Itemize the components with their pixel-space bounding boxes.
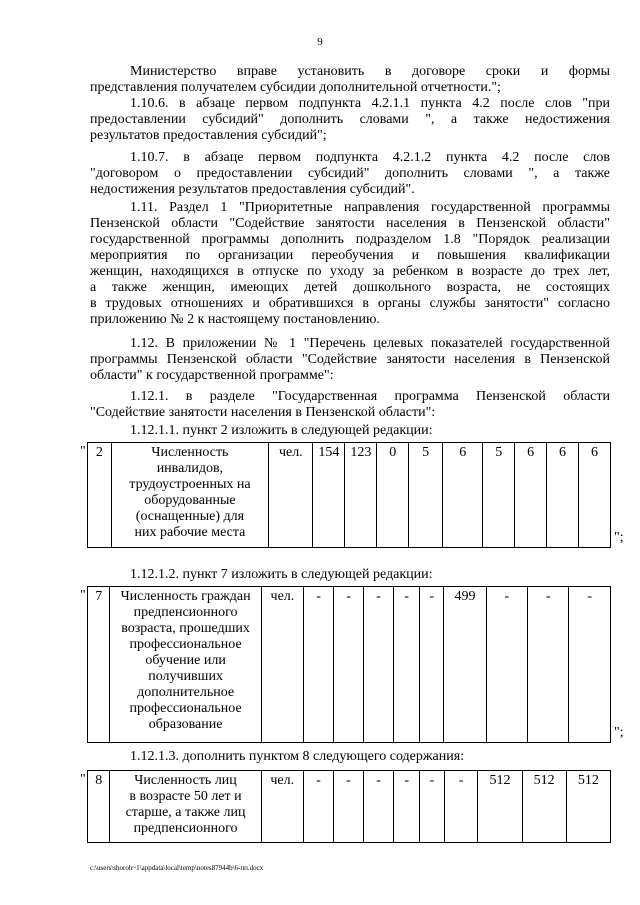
value-cell: - [303,771,333,843]
text-line: 1.12.1.1. пункт 2 изложить в следующей редакции: [130,423,433,438]
text-line: Пензенской области "Содействие занятости населения в Пензенской области" [90,216,610,231]
table-row [88,587,611,743]
text-line: 1.12. В приложении № 1 "Перечень целевых показателей государственной [130,336,610,351]
unit-cell: чел. [269,443,313,548]
indicator-table [87,586,611,743]
text-line: 1.11. Раздел 1 "Приоритетные направления государственной программы [130,200,610,215]
text-line: приложению № 2 к настоящему постановлению. [90,312,380,327]
value-cell: 6 [443,443,483,548]
value-cell: - [364,587,394,743]
value-cell: 512 [566,771,610,843]
value-cell: 154 [313,443,345,548]
text-line: а также женщин, имеющих детей дошкольного возраста, не состоящих [90,280,610,295]
text-line: "договором о предоставлении субсидий" дополнить словами ", а также [90,166,610,181]
text-line: программы Пензенской области "Содействие занятости населения в Пензенской [90,352,610,367]
value-cell: - [364,771,394,843]
text-line: 1.12.1.3. дополнить пунктом 8 следующего содержания: [130,749,465,764]
value-cell: - [394,771,420,843]
value-cell: 512 [478,771,522,843]
paragraph [90,567,610,583]
text-line: предоставлении субсидий" дополнить словами ", а также недостижения [90,112,610,127]
open-quote: " [80,772,86,787]
open-quote: " [80,588,86,603]
text-line: 1.10.6. в абзаце первом подпункта 4.2.1.1 пункта 4.2 после слов "при [130,96,610,111]
paragraph [90,389,610,421]
row-number: 8 [88,771,110,843]
text-line: в трудовых отношениях и обратившихся в органы службы занятости" согласно [90,296,610,311]
value-cell: 0 [377,443,409,548]
paragraph [90,96,610,144]
table-row [88,443,611,548]
value-cell: - [528,587,569,743]
text-line: мероприятия по организации переобучения и повышения квалификации [90,248,610,263]
file-path-footer: c:\users\shoroh~1\appdata\local\temp\notes87944b\6-пп.docx [90,864,264,872]
text-line: 1.10.7. в абзаце первом подпункта 4.2.1.2 пункта 4.2 после слов [130,150,610,165]
value-cell: - [420,771,444,843]
text-line: 1.12.1. в разделе "Государственная программа Пензенской области [130,389,610,404]
close-quote: "; [614,530,624,545]
value-cell: 5 [483,443,515,548]
text-line: представления получателем субсидии дополнительной отчетности."; [90,80,501,95]
value-cell: - [486,587,527,743]
row-number: 2 [88,443,112,548]
value-cell: 123 [345,443,377,548]
value-cell: 6 [579,443,611,548]
value-cell: 512 [522,771,566,843]
text-line: женщин, находящихся в отпуске по уходу за ребенком в возрасте до трех лет, [90,264,610,279]
value-cell: - [444,771,478,843]
text-line: государственной программы дополнить подразделом 1.8 "Порядок реализации [90,232,610,247]
indicator-description: Численность лиц в возрасте 50 лет и старше, а также лиц предпенсионного [110,771,261,843]
text-line: 1.12.1.2. пункт 7 изложить в следующей редакции: [130,567,433,582]
paragraph [90,64,610,96]
value-cell: - [569,587,611,743]
paragraph [90,423,610,439]
text-line: "Содействие занятости населения в Пензенской области": [90,405,436,420]
paragraph [90,200,610,328]
paragraph [90,150,610,198]
value-cell: - [334,587,364,743]
unit-cell: чел. [261,587,303,743]
row-number: 7 [88,587,110,743]
close-quote: "; [614,725,624,740]
indicator-table [87,770,611,843]
unit-cell: чел. [261,771,303,843]
value-cell: 499 [444,587,486,743]
value-cell: - [394,587,420,743]
indicator-table [87,442,611,548]
indicator-description: Численность граждан предпенсионного возраста, прошедших профессиональное обучение или получивших дополнительное профессиональное образование [110,587,261,743]
value-cell: 5 [409,443,443,548]
value-cell: - [333,771,363,843]
indicator-description: Численность инвалидов, трудоустроенных на оборудованные (оснащенные) для них рабочие места [111,443,269,548]
paragraph [90,336,610,384]
page-number: 9 [317,36,323,48]
open-quote: " [80,444,86,459]
text-line: области" к государственной программе": [90,368,334,383]
text-line: недостижения результатов предоставления субсидий". [90,182,415,197]
value-cell: 6 [547,443,579,548]
table-row [88,771,611,843]
text-line: результатов предоставления субсидий"; [90,128,327,143]
paragraph [90,749,610,765]
text-line: Министерство вправе установить в договоре сроки и формы [130,64,610,79]
value-cell: - [420,587,444,743]
value-cell: 6 [515,443,547,548]
value-cell: - [304,587,334,743]
